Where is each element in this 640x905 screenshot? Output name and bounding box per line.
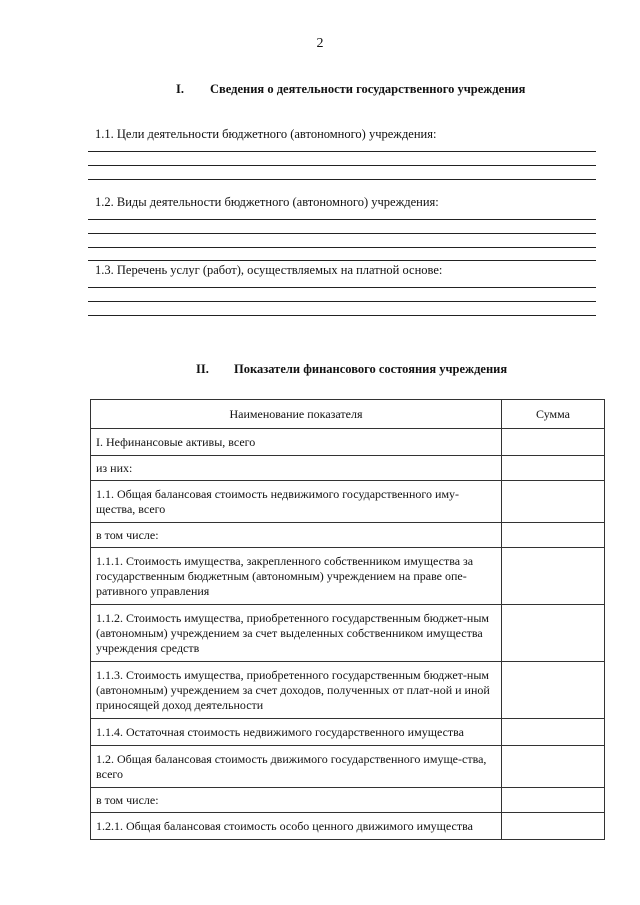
table-row xyxy=(91,813,605,840)
indicator-cell: из них: xyxy=(91,456,502,481)
indicator-cell: 1.1.2. Стоимость имущества, приобретенного государственным бюджет-ным (автономным) учреждением за счет выделенных собственником имущества учреждения средств xyxy=(91,605,502,662)
indicator-cell: 1.1.3. Стоимость имущества, приобретенного государственным бюджет-ным (автономным) учреждением за счет доходов, полученных от плат-ной и иной приносящей доход деятельности xyxy=(91,662,502,719)
sum-cell[interactable] xyxy=(502,746,605,788)
sum-cell[interactable] xyxy=(502,429,605,456)
activities-line[interactable] xyxy=(88,233,596,234)
services-line[interactable] xyxy=(88,315,596,316)
indicator-cell: 1.2. Общая балансовая стоимость движимого государственного имуще-ства, всего xyxy=(91,746,502,788)
sum-cell[interactable] xyxy=(502,481,605,523)
sum-cell[interactable] xyxy=(502,523,605,548)
sum-cell[interactable] xyxy=(502,456,605,481)
column-header-sum: Сумма xyxy=(502,400,605,429)
section-2-number: II. xyxy=(196,362,209,376)
table-row xyxy=(91,548,605,605)
activities-line[interactable] xyxy=(88,260,596,261)
table-row xyxy=(91,429,605,456)
table-header-row xyxy=(91,400,605,429)
indicator-cell: 1.1.4. Остаточная стоимость недвижимого государственного имущества xyxy=(91,719,502,746)
financial-indicators-table xyxy=(90,399,605,840)
table-row xyxy=(91,456,605,481)
sum-cell[interactable] xyxy=(502,662,605,719)
services-line[interactable] xyxy=(88,301,596,302)
section-1-number: I. xyxy=(176,82,184,96)
indicator-cell: 1.1. Общая балансовая стоимость недвижимого государственного иму-щества, всего xyxy=(91,481,502,523)
section-2-heading xyxy=(196,362,507,377)
section-2-title: Показатели финансового состояния учреждения xyxy=(234,362,508,376)
services-label: 1.3. Перечень услуг (работ), осуществляемых на платной основе: xyxy=(95,263,443,277)
goals-line[interactable] xyxy=(88,165,596,166)
table-row xyxy=(91,719,605,746)
sum-cell[interactable] xyxy=(502,548,605,605)
section-1-heading xyxy=(176,82,525,97)
indicator-cell: 1.1.1. Стоимость имущества, закрепленного собственником имущества за государственным бюджетным (автономным) учреждением на праве опе-ративного управления xyxy=(91,548,502,605)
page-number: 2 xyxy=(316,36,324,51)
sum-cell[interactable] xyxy=(502,719,605,746)
goals-label: 1.1. Цели деятельности бюджетного (автономного) учреждения: xyxy=(95,127,437,141)
activities-label: 1.2. Виды деятельности бюджетного (автономного) учреждения: xyxy=(95,195,439,209)
table-row xyxy=(91,605,605,662)
table-row xyxy=(91,481,605,523)
indicator-cell: I. Нефинансовые активы, всего xyxy=(91,429,502,456)
sum-cell[interactable] xyxy=(502,605,605,662)
table-row xyxy=(91,662,605,719)
table-row xyxy=(91,523,605,548)
activities-line[interactable] xyxy=(88,247,596,248)
table-row xyxy=(91,746,605,788)
indicator-cell: 1.2.1. Общая балансовая стоимость особо ценного движимого имущества xyxy=(91,813,502,840)
goals-line[interactable] xyxy=(88,179,596,180)
table-row xyxy=(91,788,605,813)
section-1-title: Сведения о деятельности государственного учреждения xyxy=(210,82,526,96)
goals-line[interactable] xyxy=(88,151,596,152)
indicator-cell: в том числе: xyxy=(91,788,502,813)
services-line[interactable] xyxy=(88,287,596,288)
indicator-cell: в том числе: xyxy=(91,523,502,548)
column-header-indicator: Наименование показателя xyxy=(91,400,502,429)
activities-line[interactable] xyxy=(88,219,596,220)
sum-cell[interactable] xyxy=(502,788,605,813)
sum-cell[interactable] xyxy=(502,813,605,840)
